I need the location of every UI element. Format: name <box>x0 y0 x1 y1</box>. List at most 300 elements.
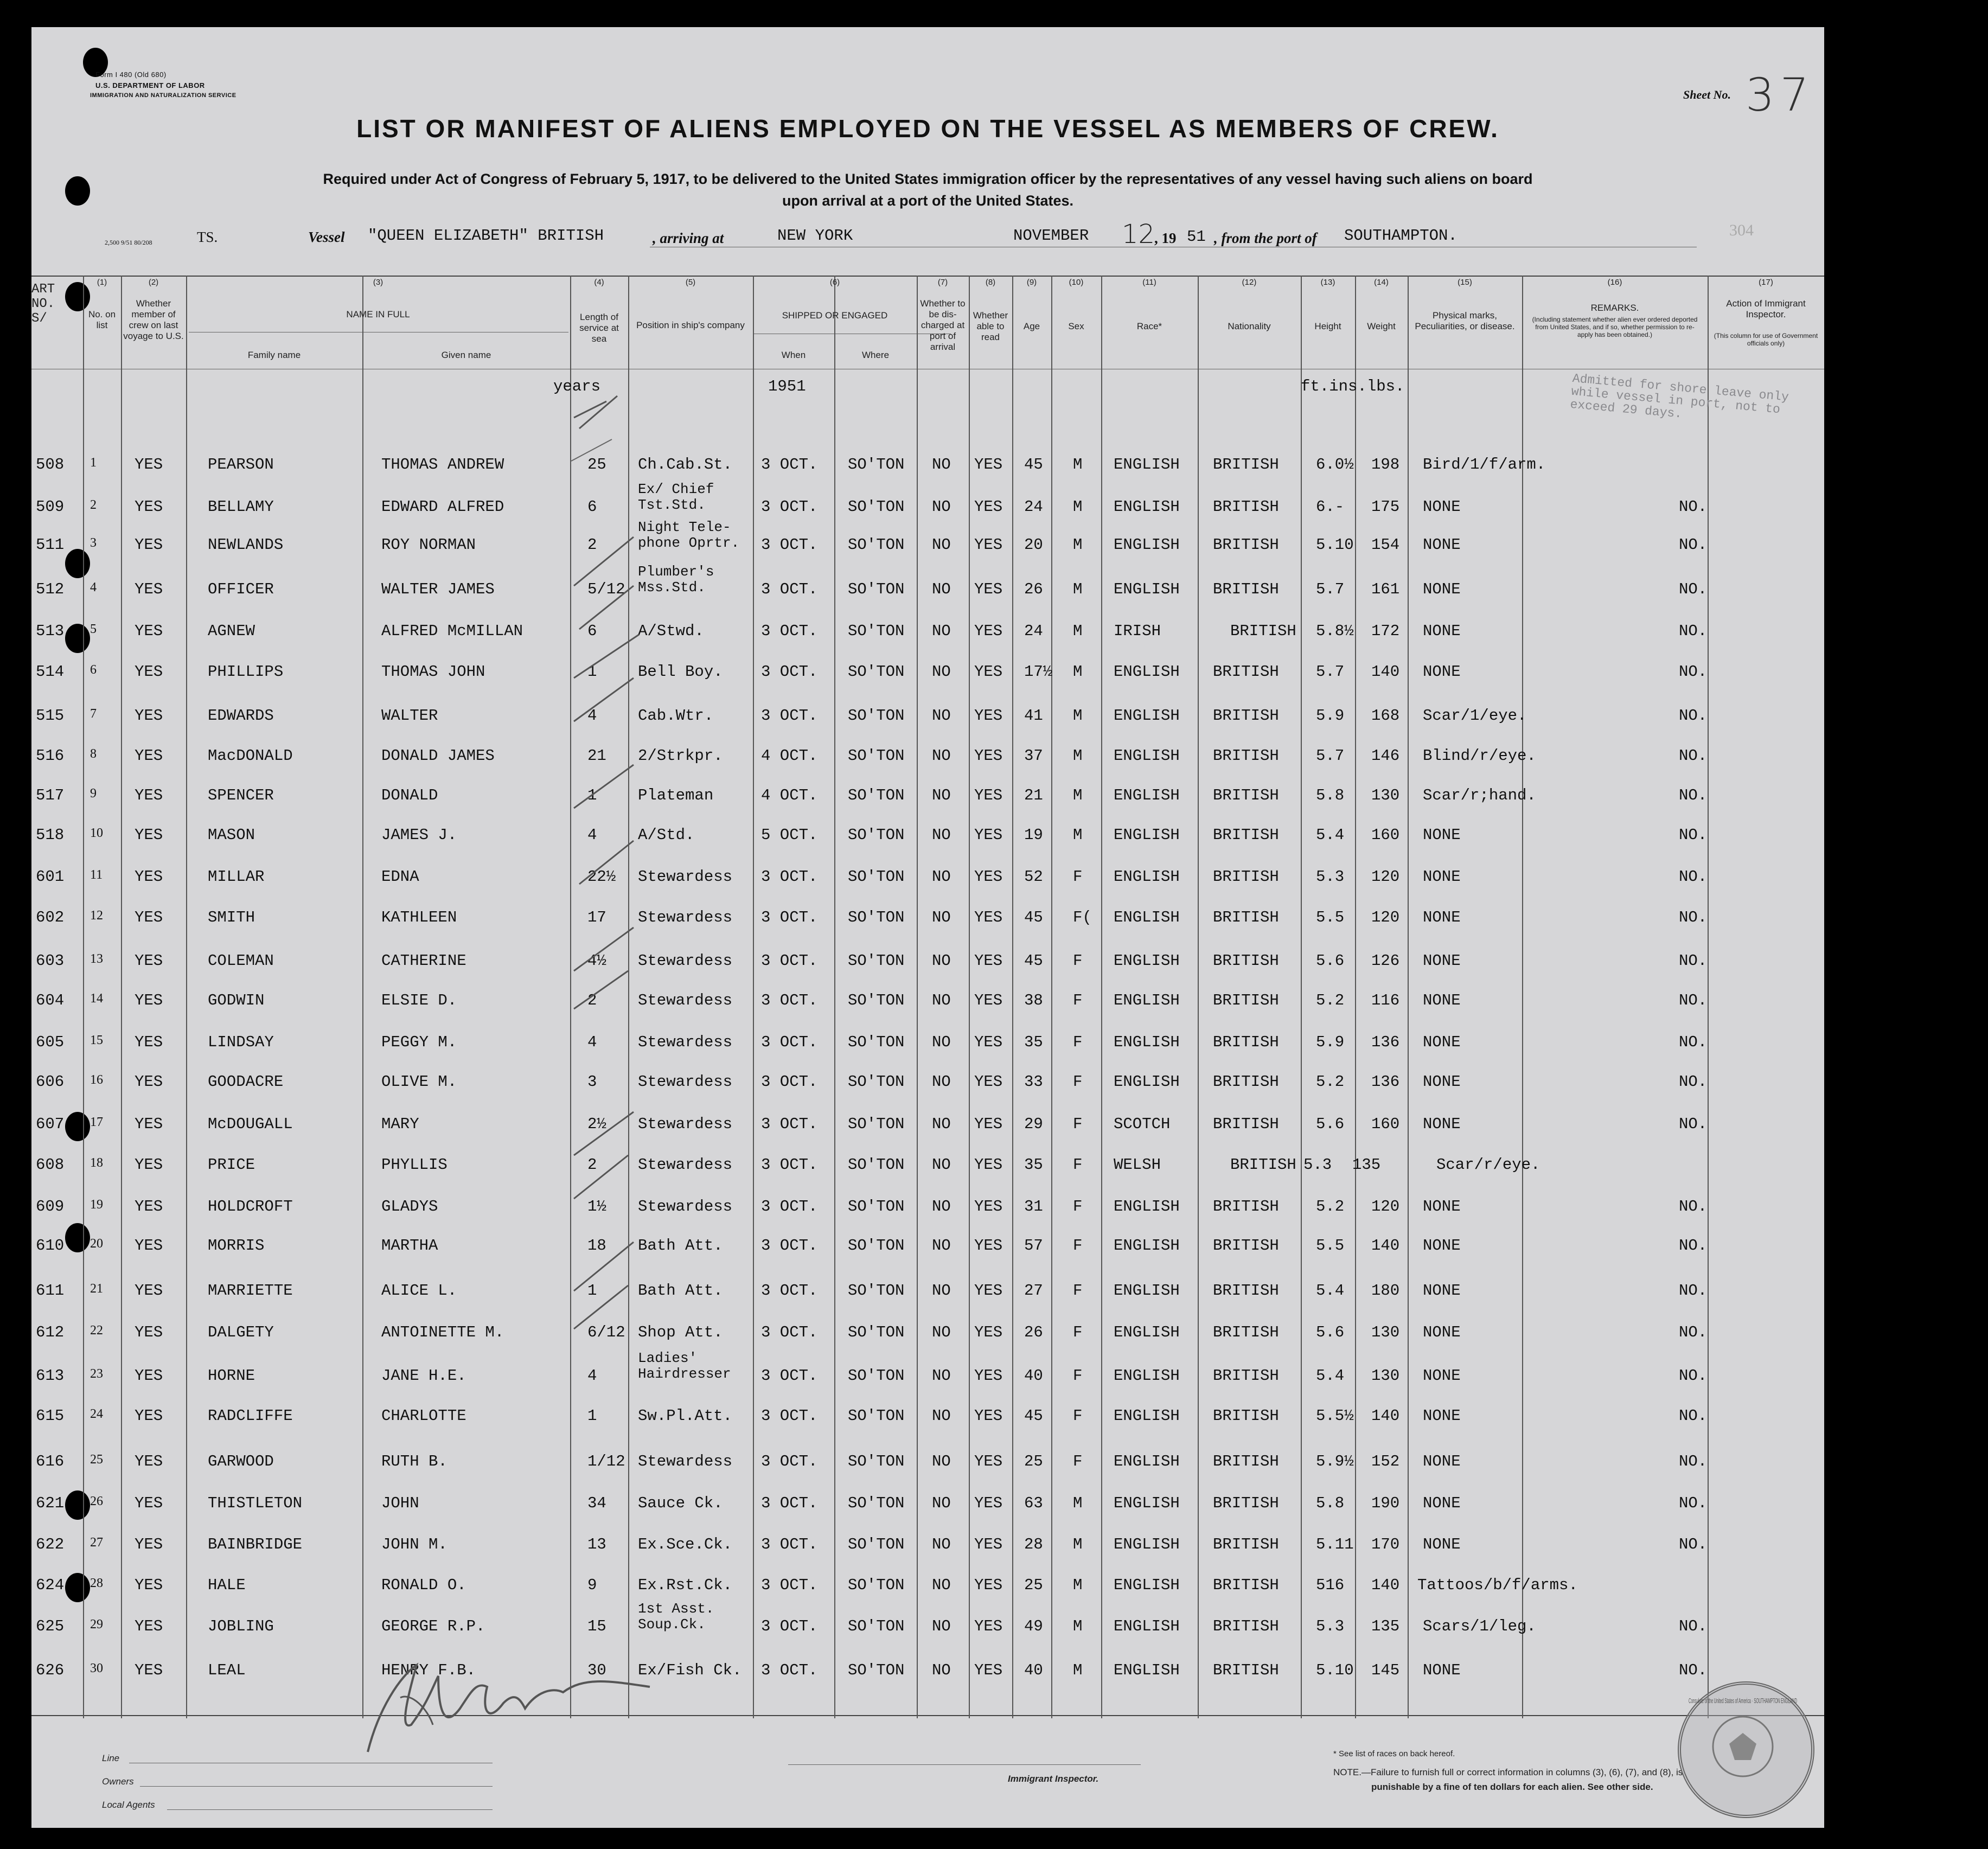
age: 25 <box>1024 1576 1043 1594</box>
header-remarks: REMARKS. <box>1590 303 1639 313</box>
art-number: 509 <box>36 498 65 516</box>
race: WELSH <box>1114 1156 1161 1174</box>
family-name: PRICE <box>208 1156 255 1174</box>
weight: 135 <box>1352 1156 1381 1174</box>
crew-last-voyage: YES <box>135 991 163 1009</box>
art-number: 512 <box>36 580 65 598</box>
race: ENGLISH <box>1114 1407 1180 1425</box>
discharged: NO <box>932 1198 951 1215</box>
col-number: (7) <box>937 278 948 287</box>
shipped-when: 3 OCT. <box>761 1617 818 1635</box>
shipped-where: SO'TON <box>848 1115 905 1133</box>
shipped-when: 3 OCT. <box>761 1367 818 1385</box>
nationality: BRITISH <box>1213 1453 1279 1470</box>
given-name: JOHN M. <box>381 1535 448 1553</box>
shipped-when: 3 OCT. <box>761 1073 818 1091</box>
shipped-where: SO'TON <box>848 1282 905 1300</box>
list-number: 20 <box>90 1237 103 1251</box>
inspector-action: NO. <box>1679 1367 1708 1385</box>
physical-marks: NONE <box>1423 1535 1461 1553</box>
year-prefix: , 19 <box>1154 230 1177 246</box>
nationality: BRITISH <box>1213 826 1279 844</box>
given-name: PEGGY M. <box>381 1033 457 1051</box>
col-number: (2) <box>148 278 159 287</box>
inspector-action: NO. <box>1679 663 1708 681</box>
col-number: (8) <box>985 278 996 287</box>
discharged: NO <box>932 786 951 804</box>
position: Ch.Cab.St. <box>638 456 733 474</box>
crew-last-voyage: YES <box>135 536 163 554</box>
art-number: 604 <box>36 991 65 1009</box>
age: 38 <box>1024 991 1043 1009</box>
age: 45 <box>1024 1407 1043 1425</box>
age: 28 <box>1024 1535 1043 1553</box>
list-number: 2 <box>90 498 97 512</box>
list-number: 8 <box>90 747 97 761</box>
length-of-service: 2½ <box>587 1115 606 1133</box>
art-number: 607 <box>36 1115 65 1133</box>
art-number: 613 <box>36 1367 65 1385</box>
shipped-where: SO'TON <box>848 747 905 765</box>
given-name: PHYLLIS <box>381 1156 448 1174</box>
position: Shop Att. <box>638 1323 723 1341</box>
inspector-action: NO. <box>1679 908 1708 926</box>
race: ENGLISH <box>1114 707 1180 725</box>
able-to-read: YES <box>974 1407 1003 1425</box>
seal-text: Consulate of the United States of America · SOUTHAMPTON ENGLAND <box>1689 1697 1797 1705</box>
nationality: BRITISH <box>1213 1494 1279 1512</box>
able-to-read: YES <box>974 1156 1003 1174</box>
nationality: BRITISH <box>1230 622 1296 640</box>
weight: 136 <box>1371 1033 1400 1051</box>
nationality: BRITISH <box>1213 580 1279 598</box>
length-of-service: 1 <box>587 1282 597 1300</box>
crew-last-voyage: YES <box>135 580 163 598</box>
height: 5.10 <box>1316 536 1354 554</box>
discharged: NO <box>932 952 951 970</box>
sex: F <box>1073 1156 1083 1174</box>
nationality: BRITISH <box>1213 498 1279 516</box>
col-number: (15) <box>1458 278 1472 287</box>
family-name: AGNEW <box>208 622 255 640</box>
length-of-service: 4 <box>587 707 597 725</box>
nationality: BRITISH <box>1213 536 1279 554</box>
able-to-read: YES <box>974 1073 1003 1091</box>
given-name: RONALD O. <box>381 1576 466 1594</box>
physical-marks: NONE <box>1423 1198 1461 1215</box>
shipped-where: SO'TON <box>848 1367 905 1385</box>
crew-last-voyage: YES <box>135 622 163 640</box>
able-to-read: YES <box>974 868 1003 886</box>
family-name: EDWARDS <box>208 707 274 725</box>
height: 5.11 <box>1316 1535 1354 1553</box>
family-name: LINDSAY <box>208 1033 274 1051</box>
weight: 130 <box>1371 1323 1400 1341</box>
crew-last-voyage: YES <box>135 707 163 725</box>
family-name: THISTLETON <box>208 1494 303 1512</box>
shipped-when: 3 OCT. <box>761 456 818 474</box>
arrival-port: NEW YORK <box>777 227 853 245</box>
given-name: MARY <box>381 1115 419 1133</box>
nationality: BRITISH <box>1213 1198 1279 1215</box>
weight: 146 <box>1371 747 1400 765</box>
art-number: 513 <box>36 622 65 640</box>
able-to-read: YES <box>974 498 1003 516</box>
sex: F <box>1073 1323 1083 1341</box>
art-number: 511 <box>36 536 65 554</box>
sex: F <box>1073 1282 1083 1300</box>
header-when: When <box>781 350 806 360</box>
shipped-where: SO'TON <box>848 1156 905 1174</box>
discharged: NO <box>932 1617 951 1635</box>
art-number: 605 <box>36 1033 65 1051</box>
shipped-where: SO'TON <box>848 1323 905 1341</box>
col-number: (9) <box>1026 278 1037 287</box>
shipped-when: 3 OCT. <box>761 1494 818 1512</box>
discharged: NO <box>932 1156 951 1174</box>
physical-marks: NONE <box>1423 580 1461 598</box>
able-to-read: YES <box>974 456 1003 474</box>
physical-marks: NONE <box>1423 908 1461 926</box>
height: 5.6 <box>1316 1323 1345 1341</box>
age: 45 <box>1024 908 1043 926</box>
header-race: Race* <box>1136 321 1162 331</box>
art-number: 622 <box>36 1535 65 1553</box>
race: ENGLISH <box>1114 1453 1180 1470</box>
position: Plateman <box>638 786 714 804</box>
arrival-month: NOVEMBER <box>1013 227 1089 245</box>
list-number: 29 <box>90 1617 103 1632</box>
race: ENGLISH <box>1114 663 1180 681</box>
height: 5.5 <box>1316 908 1345 926</box>
sex: M <box>1073 622 1083 640</box>
weight: 198 <box>1371 456 1400 474</box>
given-name: RUTH B. <box>381 1453 448 1470</box>
able-to-read: YES <box>974 1576 1003 1594</box>
length-of-service: 17 <box>587 908 606 926</box>
race: ENGLISH <box>1114 1617 1180 1635</box>
race: SCOTCH <box>1114 1115 1171 1133</box>
art-number: 514 <box>36 663 65 681</box>
sex: M <box>1073 747 1083 765</box>
length-of-service: 2 <box>587 1156 597 1174</box>
list-number: 19 <box>90 1198 103 1212</box>
col-number: (14) <box>1374 278 1389 287</box>
header-name-in-full: NAME IN FULL <box>346 309 410 319</box>
shipped-when: 3 OCT. <box>761 536 818 554</box>
crew-last-voyage: YES <box>135 1535 163 1553</box>
weight: 130 <box>1371 1367 1400 1385</box>
physical-marks: NONE <box>1423 1073 1461 1091</box>
header-position: Position in ship's company <box>636 320 745 330</box>
list-number: 23 <box>90 1367 103 1381</box>
art-number: 601 <box>36 868 65 886</box>
header-able-to-read: Whether able to read <box>973 310 1008 342</box>
weight: 154 <box>1371 536 1400 554</box>
shipped-where: SO'TON <box>848 1407 905 1425</box>
given-name: THOMAS JOHN <box>381 663 485 681</box>
given-name: THOMAS ANDREW <box>381 456 504 474</box>
given-name: ROY NORMAN <box>381 536 476 554</box>
shipped-when: 3 OCT. <box>761 868 818 886</box>
nationality: BRITISH <box>1213 747 1279 765</box>
position: Sw.Pl.Att. <box>638 1407 733 1425</box>
family-name: PEARSON <box>208 456 274 474</box>
col-number: (1) <box>97 278 107 287</box>
race: ENGLISH <box>1114 1073 1180 1091</box>
nationality: BRITISH <box>1213 456 1279 474</box>
position: Stewardess <box>638 868 733 886</box>
race: ENGLISH <box>1114 1198 1180 1215</box>
length-of-service: 30 <box>587 1661 606 1679</box>
crew-last-voyage: YES <box>135 952 163 970</box>
able-to-read: YES <box>974 707 1003 725</box>
given-name: GLADYS <box>381 1198 438 1215</box>
weight: 180 <box>1371 1282 1400 1300</box>
position: Stewardess <box>638 1115 733 1133</box>
length-of-service: 5/12 <box>587 580 625 598</box>
list-number: 21 <box>90 1282 103 1296</box>
family-name: RADCLIFFE <box>208 1407 293 1425</box>
punch-hole <box>65 1223 90 1252</box>
discharged: NO <box>932 580 951 598</box>
col-number: (6) <box>829 278 840 287</box>
length-of-service: 4 <box>587 826 597 844</box>
age: 27 <box>1024 1282 1043 1300</box>
physical-marks: Scars/1/leg. <box>1423 1617 1536 1635</box>
discharged: NO <box>932 1282 951 1300</box>
race: ENGLISH <box>1114 1576 1180 1594</box>
header-where: Where <box>861 350 890 360</box>
art-number: 621 <box>36 1494 65 1512</box>
crew-last-voyage: YES <box>135 1115 163 1133</box>
header-given-name: Given name <box>441 350 491 360</box>
header-length-of-service: Length of service at sea <box>579 312 619 344</box>
weight: 190 <box>1371 1494 1400 1512</box>
physical-marks: Scar/r;hand. <box>1423 786 1536 804</box>
family-name: MORRIS <box>208 1237 265 1255</box>
header-action: Action of Immigrant Inspector. <box>1726 298 1806 319</box>
race: ENGLISH <box>1114 908 1180 926</box>
list-number: 26 <box>90 1494 103 1508</box>
col-number: (3) <box>373 278 383 287</box>
age: 40 <box>1024 1661 1043 1679</box>
art-number: 624 <box>36 1576 65 1594</box>
physical-marks: NONE <box>1423 1494 1461 1512</box>
inspector-action: NO. <box>1679 707 1708 725</box>
weight: 130 <box>1371 786 1400 804</box>
able-to-read: YES <box>974 1661 1003 1679</box>
height: 5.9 <box>1316 1033 1345 1051</box>
weight: 152 <box>1371 1453 1400 1470</box>
inspector-action: NO. <box>1679 1073 1708 1091</box>
position: A/Stwd. <box>638 622 704 640</box>
family-name: McDOUGALL <box>208 1115 293 1133</box>
race: ENGLISH <box>1114 536 1180 554</box>
weight: 170 <box>1371 1535 1400 1553</box>
discharged: NO <box>932 663 951 681</box>
able-to-read: YES <box>974 786 1003 804</box>
nationality: BRITISH <box>1213 1407 1279 1425</box>
age: 25 <box>1024 1453 1043 1470</box>
sex: F <box>1073 1367 1083 1385</box>
physical-marks: NONE <box>1423 1033 1461 1051</box>
header-family-name: Family name <box>247 350 301 360</box>
shipped-where: SO'TON <box>848 1453 905 1470</box>
list-number: 22 <box>90 1323 103 1338</box>
height: 5.8½ <box>1316 622 1354 640</box>
length-of-service: 21 <box>587 747 606 765</box>
height: 516 <box>1316 1576 1345 1594</box>
given-name: ALFRED McMILLAN <box>381 622 523 640</box>
inspector-action: NO. <box>1679 1115 1708 1133</box>
weight: 140 <box>1371 663 1400 681</box>
list-number: 9 <box>90 786 97 801</box>
shipped-when: 3 OCT. <box>761 991 818 1009</box>
age: 63 <box>1024 1494 1043 1512</box>
shipped-when: 3 OCT. <box>761 1453 818 1470</box>
position: A/Std. <box>638 826 695 844</box>
weight: 172 <box>1371 622 1400 640</box>
position: Stewardess <box>638 1033 733 1051</box>
crew-last-voyage: YES <box>135 786 163 804</box>
weight: 168 <box>1371 707 1400 725</box>
able-to-read: YES <box>974 663 1003 681</box>
discharged: NO <box>932 1535 951 1553</box>
age: 40 <box>1024 1367 1043 1385</box>
able-to-read: YES <box>974 1617 1003 1635</box>
crew-last-voyage: YES <box>135 747 163 765</box>
weight: 136 <box>1371 1073 1400 1091</box>
inspector-action: NO. <box>1679 1282 1708 1300</box>
inspector-action: NO. <box>1679 1617 1708 1635</box>
position: Stewardess <box>638 1453 733 1470</box>
weight: 140 <box>1371 1237 1400 1255</box>
crew-last-voyage: YES <box>135 1367 163 1385</box>
able-to-read: YES <box>974 1494 1003 1512</box>
nationality: BRITISH <box>1213 908 1279 926</box>
punch-hole <box>65 1112 90 1141</box>
list-number: 7 <box>90 707 97 721</box>
given-name: JANE H.E. <box>381 1367 466 1385</box>
race: ENGLISH <box>1114 747 1180 765</box>
age: 17½ <box>1024 663 1053 681</box>
age: 35 <box>1024 1033 1043 1051</box>
discharged: NO <box>932 1073 951 1091</box>
weight: 135 <box>1371 1617 1400 1635</box>
sex: M <box>1073 498 1083 516</box>
header-discharged: Whether to be dis- charged at port of arrival <box>920 298 966 352</box>
physical-marks: NONE <box>1423 1661 1461 1679</box>
height: 5.7 <box>1316 747 1345 765</box>
able-to-read: YES <box>974 1115 1003 1133</box>
shipped-where: SO'TON <box>848 1033 905 1051</box>
list-number: 11 <box>90 868 103 882</box>
inspector-action: NO. <box>1679 1323 1708 1341</box>
age: 24 <box>1024 622 1043 640</box>
list-number: 28 <box>90 1576 103 1590</box>
unit-year: 1951 <box>768 378 806 395</box>
discharged: NO <box>932 536 951 554</box>
art-number: 606 <box>36 1073 65 1091</box>
race: ENGLISH <box>1114 786 1180 804</box>
shipped-where: SO'TON <box>848 580 905 598</box>
nationality: BRITISH <box>1213 952 1279 970</box>
length-of-service: 1 <box>587 1407 597 1425</box>
physical-marks: Blind/r/eye. <box>1423 747 1536 765</box>
height: 5.5½ <box>1316 1407 1354 1425</box>
list-number: 30 <box>90 1661 103 1675</box>
print-code: 2,500 9/51 80/208 <box>105 239 152 246</box>
age: 19 <box>1024 826 1043 844</box>
shipped-where: SO'TON <box>848 1535 905 1553</box>
art-number: 518 <box>36 826 65 844</box>
shipped-when: 3 OCT. <box>761 1323 818 1341</box>
shipped-when: 3 OCT. <box>761 1661 818 1679</box>
position: Stewardess <box>638 1073 733 1091</box>
footer-races-note: * See list of races on back hereof. <box>1333 1749 1455 1758</box>
manifest-page <box>31 27 1824 1828</box>
art-number: 612 <box>36 1323 65 1341</box>
header-nationality: Nationality <box>1228 321 1271 331</box>
nationality: BRITISH <box>1213 1323 1279 1341</box>
shipped-when: 3 OCT. <box>761 580 818 598</box>
crew-last-voyage: YES <box>135 498 163 516</box>
family-name: GARWOOD <box>208 1453 274 1470</box>
col-number: (12) <box>1242 278 1257 287</box>
sex: M <box>1073 1661 1083 1679</box>
header-no-on-list: No. on list <box>88 309 116 330</box>
age: 31 <box>1024 1198 1043 1215</box>
shipped-when: 3 OCT. <box>761 908 818 926</box>
list-number: 16 <box>90 1073 103 1087</box>
punch-hole <box>65 624 90 653</box>
art-number: 602 <box>36 908 65 926</box>
art-number: 616 <box>36 1453 65 1470</box>
race: ENGLISH <box>1114 1661 1180 1679</box>
nationality: BRITISH <box>1230 1156 1296 1174</box>
physical-marks: NONE <box>1423 826 1461 844</box>
shipped-when: 3 OCT. <box>761 1115 818 1133</box>
position: Night Tele- phone Oprtr. <box>638 519 740 551</box>
nationality: BRITISH <box>1213 786 1279 804</box>
nationality: BRITISH <box>1213 868 1279 886</box>
age: 41 <box>1024 707 1043 725</box>
art-number: 508 <box>36 456 65 474</box>
inspector-action: NO. <box>1679 952 1708 970</box>
discharged: NO <box>932 1323 951 1341</box>
able-to-read: YES <box>974 1033 1003 1051</box>
shipped-where: SO'TON <box>848 991 905 1009</box>
given-name: ELSIE D. <box>381 991 457 1009</box>
service-label: IMMIGRATION AND NATURALIZATION SERVICE <box>90 92 236 99</box>
family-name: SMITH <box>208 908 255 926</box>
inspector-action: NO. <box>1679 786 1708 804</box>
inspector-action: NO. <box>1679 1661 1708 1679</box>
crew-last-voyage: YES <box>135 1237 163 1255</box>
sex: F <box>1073 952 1083 970</box>
age: 20 <box>1024 536 1043 554</box>
col-number: (5) <box>685 278 696 287</box>
nationality: BRITISH <box>1213 991 1279 1009</box>
family-name: HALE <box>208 1576 246 1594</box>
race: ENGLISH <box>1114 1237 1180 1255</box>
arriving-label: , arriving at <box>653 230 724 246</box>
able-to-read: YES <box>974 952 1003 970</box>
nationality: BRITISH <box>1213 1115 1279 1133</box>
race: ENGLISH <box>1114 826 1180 844</box>
race: ENGLISH <box>1114 1494 1180 1512</box>
